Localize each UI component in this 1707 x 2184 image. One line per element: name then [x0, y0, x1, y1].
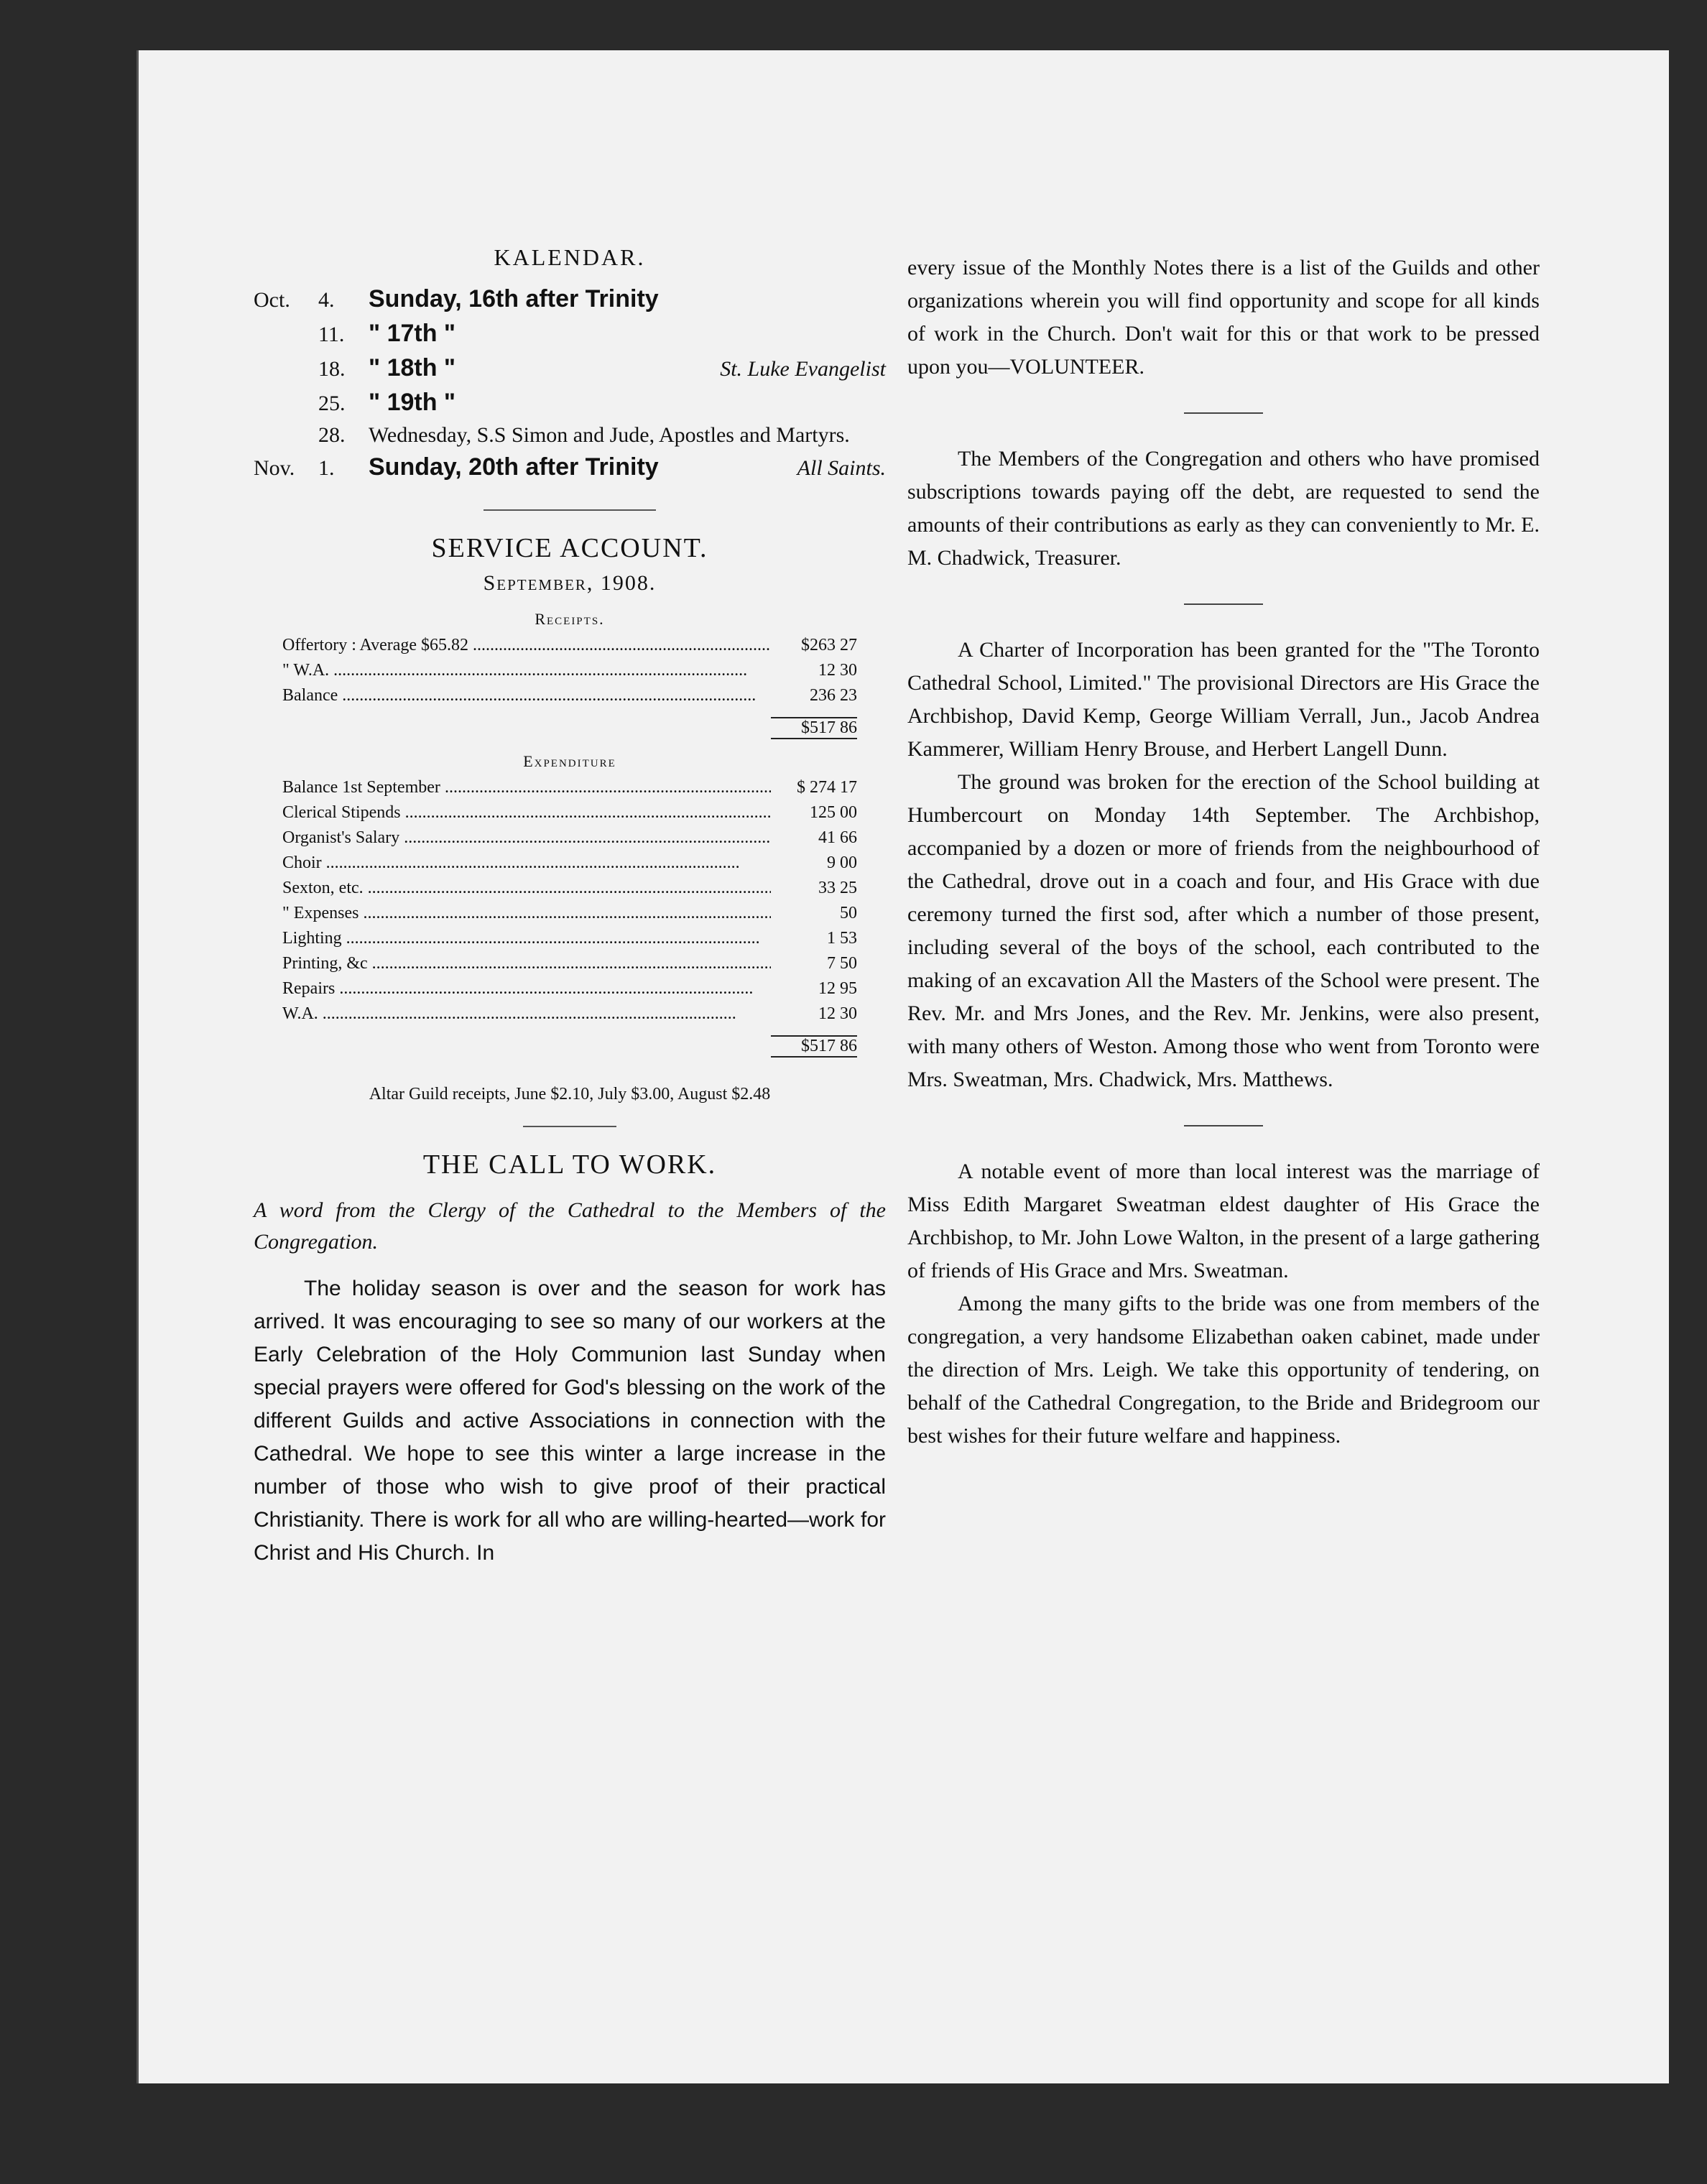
- divider: [484, 509, 656, 511]
- kalendar-text: " 17th ": [369, 320, 456, 347]
- account-amount: 12 30: [818, 661, 857, 680]
- account-amount: 12 30: [818, 1004, 857, 1023]
- divider: [1184, 1125, 1263, 1126]
- kalendar-day: 28.: [318, 423, 346, 447]
- kalendar-row: [254, 285, 886, 320]
- account-label: Clerical Stipends .....: [282, 803, 771, 823]
- call-to-work-subtitle: A word from the Clergy of the Cathedral to the Members of the Congregation.: [254, 1198, 886, 1254]
- kalendar-text: " 19th ": [369, 389, 456, 416]
- expenditure-list: [254, 778, 886, 1029]
- call-to-work-title: THE CALL TO WORK.: [422, 1149, 717, 1180]
- account-label: " W.A. .....: [282, 661, 771, 680]
- kalendar-note: St. Luke Evangelist: [720, 357, 886, 381]
- account-row: [254, 661, 886, 686]
- account-amount: 12 95: [818, 979, 857, 998]
- kalendar-month: Nov.: [254, 456, 295, 480]
- divider: [523, 1126, 616, 1127]
- kalendar-day: 18.: [318, 357, 346, 381]
- account-label: Lighting .....: [282, 929, 771, 948]
- account-amount: 9 00: [827, 853, 857, 872]
- kalendar-day: 11.: [318, 323, 345, 346]
- account-row: [254, 979, 886, 1004]
- marriage-paragraph: A notable event of more than local interest was the marriage of Miss Edith Margaret Sweatman eldest daughter of His Grace the Archbishop, to Mr. John Lowe Walton, in the present of a large gathering of friends of His Grace and Mrs. Sweatman.: [907, 1160, 1540, 1282]
- account-amount: 125 00: [810, 803, 857, 822]
- account-label: " Expenses .....: [282, 904, 771, 923]
- account-row: [254, 853, 886, 879]
- account-row: [254, 803, 886, 828]
- receipts-total-value: $517 86: [771, 717, 857, 739]
- account-row: [254, 904, 886, 929]
- kalendar-note: All Saints.: [797, 456, 886, 480]
- account-row: [254, 1004, 886, 1029]
- call-to-work-body: The holiday season is over and the season for work has arrived. It was encouraging to see so many of our workers at the Early Celebration of the Holy Communion last Sunday when special prayers were offered for God's blessing on the work of the different Guilds and active Associations in connection with the Cathedral. We hope to see this winter a large increase in the number of those who wish to give proof of their practical Christianity. There is work for all who are willing-hearted—work for Christ and His Church. In: [254, 1277, 886, 1565]
- kalendar-row: [254, 389, 886, 423]
- continuation-paragraph: every issue of the Monthly Notes there is a list of the Guilds and other organizations wherein you will find opportunity and scope for all kinds of work in the Church. Don't wait for this or that work to be pressed upon you—VOLUNTEER.: [907, 256, 1540, 379]
- receipts-total: [254, 711, 886, 745]
- account-label: Printing, &c .....: [282, 954, 771, 973]
- account-row: [254, 929, 886, 954]
- account-row: [254, 828, 886, 853]
- account-row: [254, 686, 886, 711]
- account-amount: 1 53: [827, 929, 857, 948]
- account-amount: 41 66: [818, 828, 857, 847]
- page: [137, 50, 1669, 2083]
- account-label: Organist's Salary .....: [282, 828, 771, 848]
- divider: [1184, 603, 1263, 605]
- expenditure-heading: Expenditure: [523, 752, 616, 770]
- kalendar-text: Wednesday, S.S Simon and Jude, Apostles and Martyrs.: [369, 423, 850, 447]
- account-amount: $ 274 17: [797, 778, 857, 797]
- kalendar-row: [254, 320, 886, 354]
- service-account-period: September, 1908.: [483, 571, 657, 595]
- account-label: Repairs .....: [282, 979, 771, 999]
- account-amount: $263 27: [801, 636, 857, 654]
- left-column: [254, 244, 886, 1570]
- kalendar-text: Sunday, 16th after Trinity: [369, 285, 659, 313]
- receipts-heading: Receipts.: [535, 610, 605, 628]
- account-label: Balance .....: [282, 686, 771, 705]
- kalendar-row: [254, 423, 886, 448]
- account-amount: 7 50: [827, 954, 857, 973]
- gifts-paragraph: Among the many gifts to the bride was one from members of the congregation, a very handsome Elizabethan oaken cabinet, made under the direction of Mrs. Leigh. We take this opportunity of tendering, on behalf of the Cathedral Congregation, to the Bride and Bridegroom our best wishes for their future welfare and happiness.: [907, 1292, 1540, 1448]
- receipts-list: [254, 636, 886, 711]
- kalendar-row: [254, 453, 886, 488]
- kalendar-title: KALENDAR.: [494, 244, 646, 270]
- kalendar-text: " 18th ": [369, 354, 456, 381]
- kalendar-day: 4.: [318, 288, 335, 312]
- kalendar-text: Sunday, 20th after Trinity: [369, 453, 659, 481]
- account-amount: 50: [840, 904, 857, 922]
- account-label: Choir .....: [282, 853, 771, 873]
- account-row: [254, 954, 886, 979]
- account-amount: 33 25: [818, 879, 857, 897]
- account-row: [254, 778, 886, 803]
- account-label: Balance 1st September .....: [282, 778, 771, 797]
- account-row: [254, 636, 886, 661]
- kalendar-day: 1.: [318, 456, 335, 480]
- account-row: [254, 879, 886, 904]
- kalendar-row: [254, 354, 886, 389]
- expenditure-total: [254, 1029, 886, 1063]
- account-label: W.A. .....: [282, 1004, 771, 1024]
- ground-paragraph: The ground was broken for the erection of the School building at Humbercourt on Monday 14th September. The Archbishop, accompanied by a dozen or more of friends from the neighbourhood of the Cathedral, drove out in a coach and four, and His Grace with due ceremony turned the first sod, after which a number of those present, including several of the boys of the school, each contributed to the making of an excavation All the Masters of the School were present. The Rev. Mr. and Mrs Jones, and the Rev. Mr. Jenkins, were also present, with many others of Weston. Among those who went from Toronto were Mrs. Sweatman, Mrs. Chadwick, Mrs. Matthews.: [907, 770, 1540, 1091]
- subscriptions-paragraph: The Members of the Congregation and others who have promised subscriptions towards paying off the debt, are requested to send the amounts of their contributions as early as they can conveniently to Mr. E. M. Chadwick, Treasurer.: [907, 447, 1540, 570]
- kalendar-day: 25.: [318, 392, 346, 415]
- service-account-title: SERVICE ACCOUNT.: [431, 533, 708, 563]
- divider: [1184, 412, 1263, 414]
- expenditure-total-value: $517 86: [771, 1035, 857, 1058]
- account-amount: 236 23: [810, 686, 857, 705]
- altar-guild-note: Altar Guild receipts, June $2.10, July $3.00, August $2.48: [369, 1085, 771, 1103]
- account-label: Sexton, etc. .....: [282, 879, 771, 898]
- kalendar-month: Oct.: [254, 288, 290, 312]
- kalendar-list: [254, 285, 886, 488]
- charter-paragraph: A Charter of Incorporation has been granted for the "The Toronto Cathedral School, Limited." The provisional Directors are His Grace the Archbishop, David Kemp, George William Verrall, Jun., Jacob Andrea Kammerer, William Henry Brouse, and Herbert Langell Dunn.: [907, 638, 1540, 761]
- right-column: [907, 251, 1540, 1453]
- account-label: Offertory : Average $65.82 .....: [282, 636, 771, 655]
